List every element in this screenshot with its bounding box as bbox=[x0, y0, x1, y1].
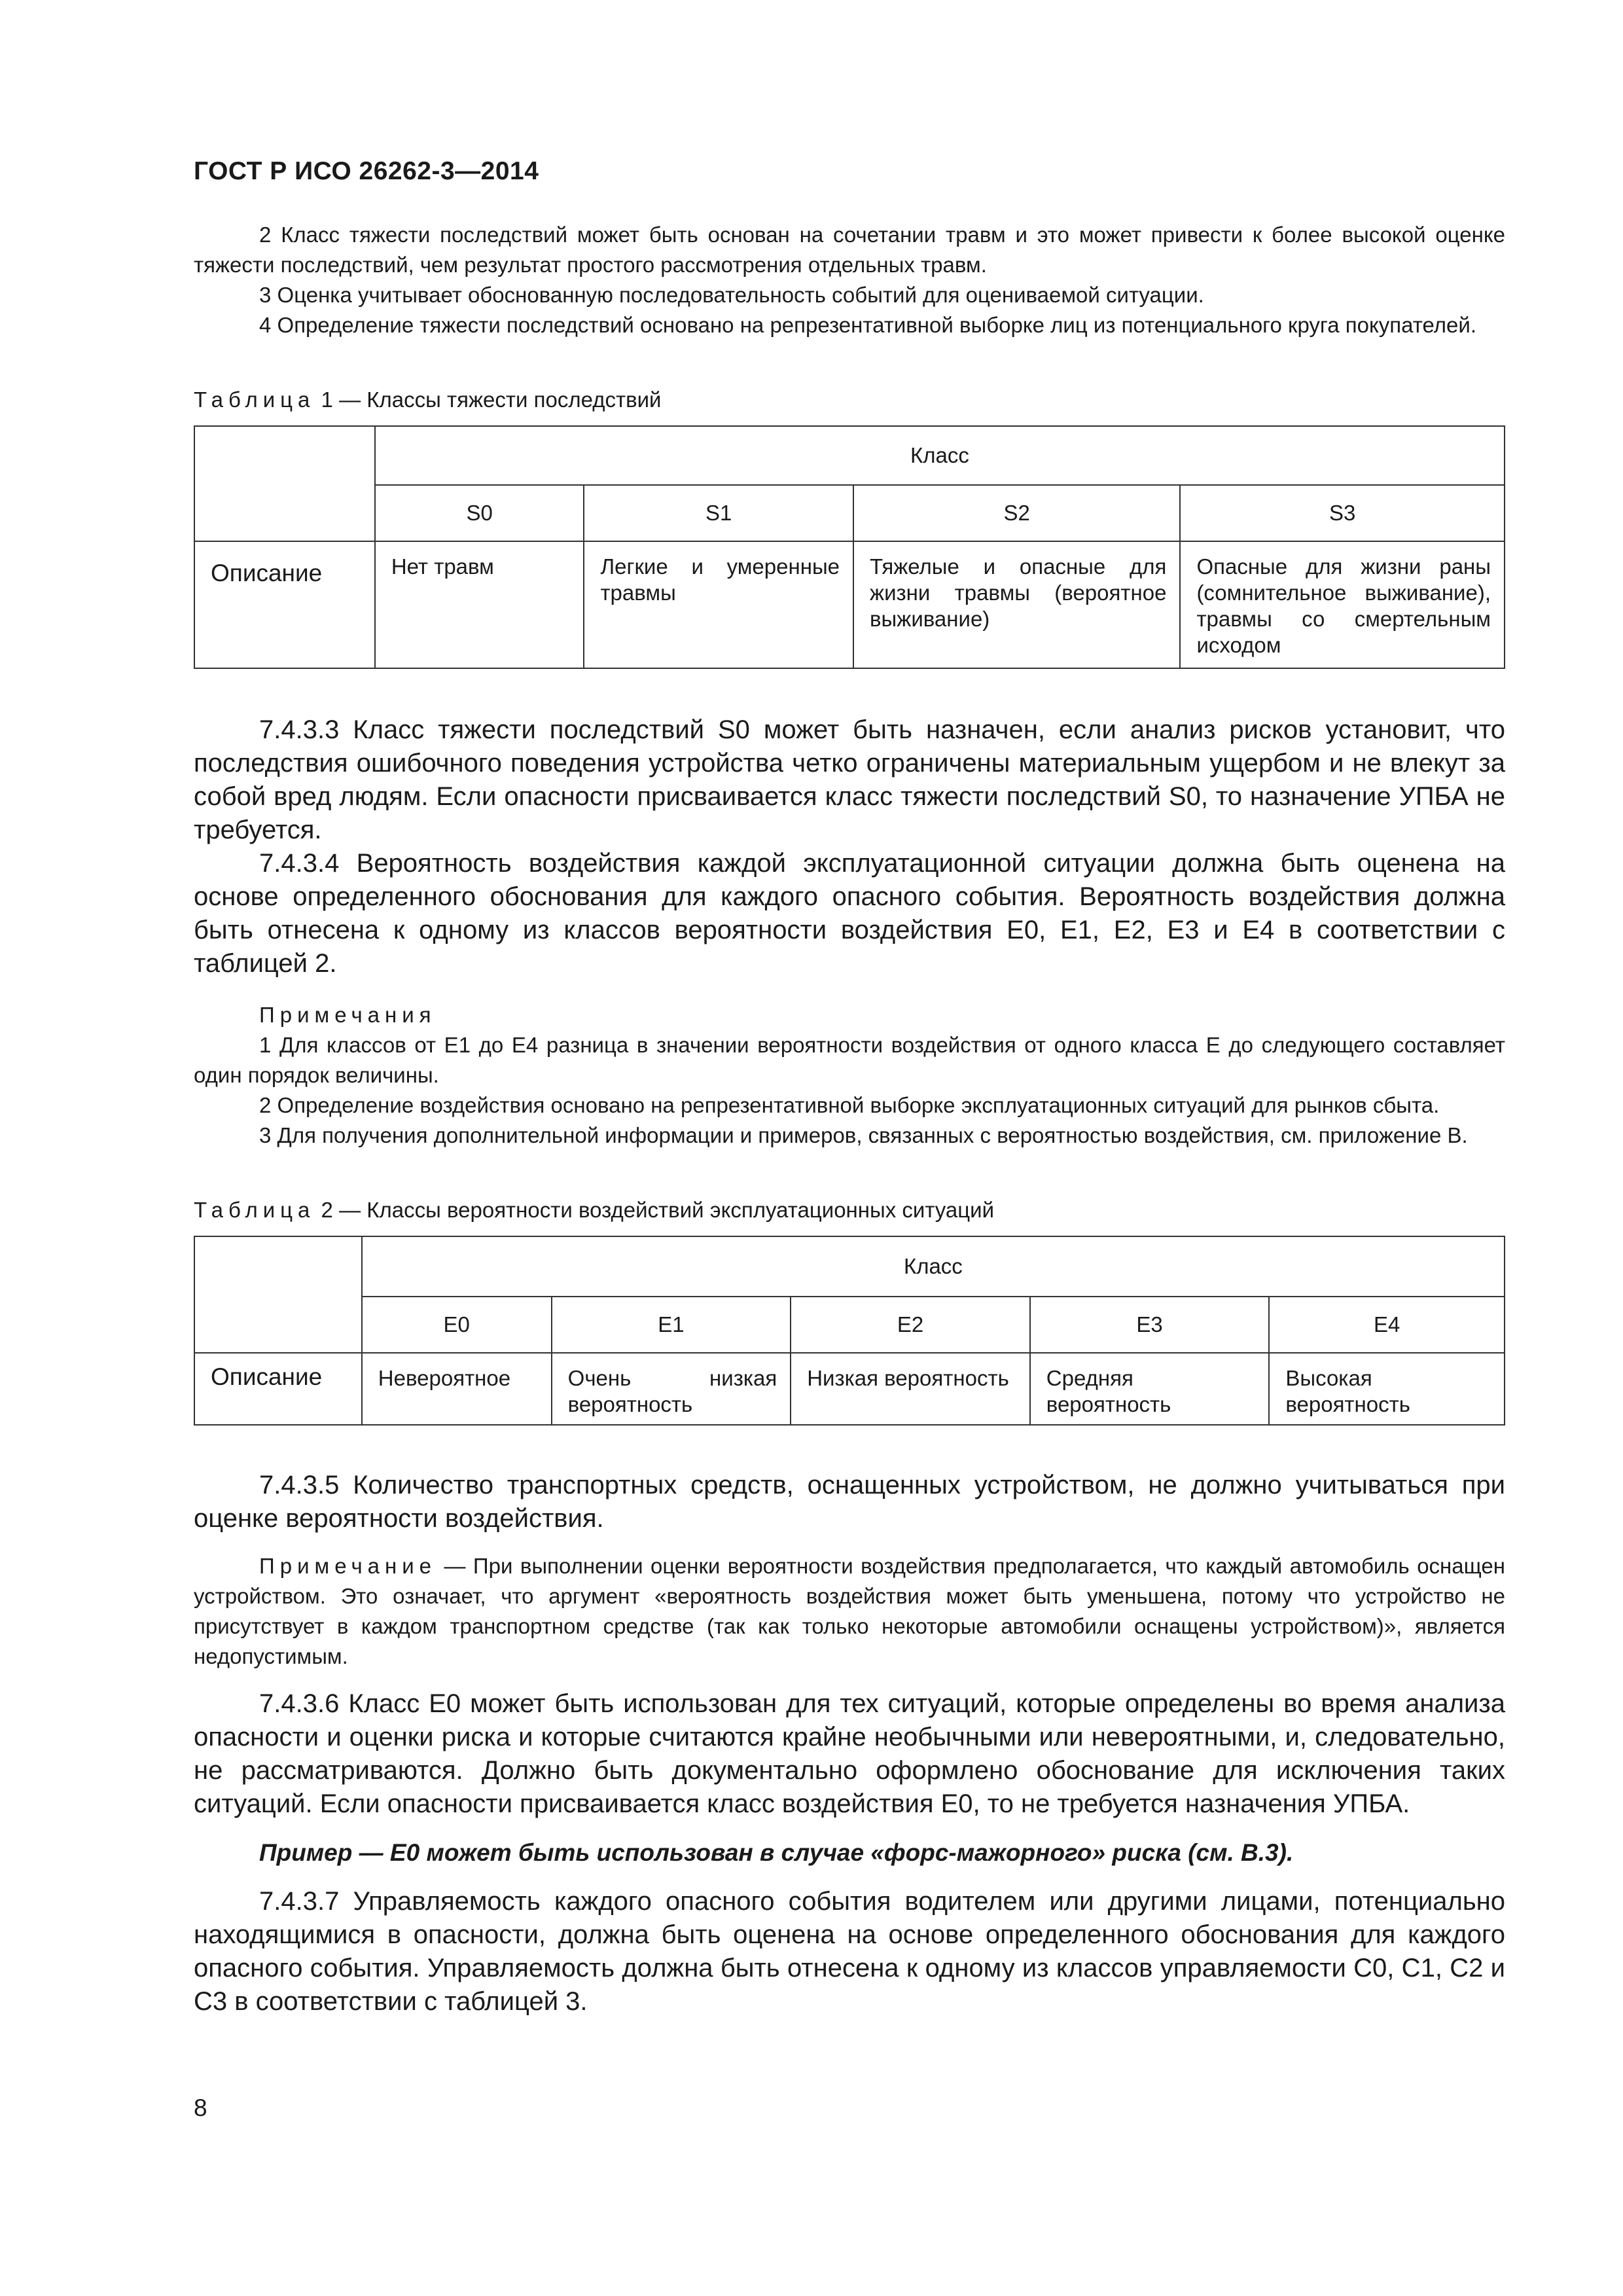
document-header: ГОСТ Р ИСО 26262-3—2014 bbox=[194, 157, 539, 185]
note-mid-3: 3 Для получения дополнительной информации и примеров, связанных с вероятностью воздействия, см. приложение B. bbox=[259, 1123, 1468, 1147]
table2-row-label: Описание bbox=[194, 1353, 362, 1425]
table1-class-s0: S0 bbox=[375, 485, 584, 541]
note-top-2: 2 Класс тяжести последствий может быть основан на сочетании травм и это может привести к более высокой оценке тяжести последствий, чем результат простого рассмотрения отдельных травм. bbox=[194, 223, 1505, 277]
table2-class-e1: E1 bbox=[552, 1297, 791, 1353]
table2-desc-e0: Невероятное bbox=[362, 1353, 552, 1425]
table2-class-header: Класс bbox=[362, 1236, 1505, 1297]
table1-caption-text: 1 — Классы тяжести последствий bbox=[315, 387, 662, 412]
table2-class-e4: E4 bbox=[1269, 1297, 1505, 1353]
exposure-table bbox=[194, 1236, 1505, 1426]
table1-class-s2: S2 bbox=[853, 485, 1180, 541]
document-page bbox=[194, 157, 1505, 2018]
severity-table bbox=[194, 425, 1505, 669]
table2-caption bbox=[194, 1198, 1505, 1223]
example-e0: Пример — E0 может быть использован в случае «форс-мажорного» риска (см. B.3). bbox=[259, 1839, 1294, 1866]
para-7-4-3-5: 7.4.3.5 Количество транспортных средств, оснащенных устройством, не должно учитываться при оценке вероятности воздействия. bbox=[194, 1471, 1505, 1533]
table1-row-label: Описание bbox=[194, 541, 375, 668]
table2-class-e3: E3 bbox=[1030, 1297, 1270, 1353]
page-number: 8 bbox=[194, 2094, 207, 2121]
table1-desc-s1: Легкие и умеренные травмы bbox=[584, 541, 853, 668]
table2-caption-word: Таблица bbox=[194, 1198, 315, 1222]
note-top-4: 4 Определение тяжести последствий основано на репрезентативной выборке лиц из потенциального круга покупателей. bbox=[259, 313, 1477, 337]
table2-desc-e4: Высокая вероятность bbox=[1269, 1353, 1505, 1425]
table2-class-e0: E0 bbox=[362, 1297, 552, 1353]
table1-class-s1: S1 bbox=[584, 485, 853, 541]
table1-caption bbox=[194, 387, 1505, 412]
para-7-4-3-6: 7.4.3.6 Класс E0 может быть использован для тех ситуаций, которые определены во время анализа опасности и оценки риска и которые считаются крайне необычными или невероятными, и, следовательно, не рассматриваются. Должно быть документально оформлено обоснование для исключения таких ситуаций. Если опасности присваивается класс воздействия E0, то не требуется назначения УПБА. bbox=[194, 1689, 1505, 1818]
table2-desc-e2: Низкая вероятность bbox=[791, 1353, 1030, 1425]
para-7-4-3-4: 7.4.3.4 Вероятность воздействия каждой эксплуатационной ситуации должна быть оценена на основе определенного обоснования для каждого опасного события. Вероятность воздействия должна быть отнесена к одному из классов вероятности воздействия E0, E1, E2, E3 и E4 в соответствии с таблицей 2. bbox=[194, 849, 1505, 978]
note-top-3: 3 Оценка учитывает обоснованную последовательность событий для оцениваемой ситуации. bbox=[259, 283, 1204, 307]
table1-desc-s0: Нет травм bbox=[375, 541, 584, 668]
para-7-4-3-3: 7.4.3.3 Класс тяжести последствий S0 может быть назначен, если анализ рисков установит, что последствия ошибочного поведения устройства четко ограничены материальным ущербом и не влекут за собой вред людям. Если опасности присваивается класс тяжести последствий S0, то назначение УПБА не требуется. bbox=[194, 715, 1505, 844]
notes-mid-title: Примечания bbox=[259, 1003, 437, 1027]
table1-caption-word: Таблица bbox=[194, 387, 315, 412]
table1-class-s3: S3 bbox=[1180, 485, 1505, 541]
table1-class-header: Класс bbox=[375, 426, 1505, 485]
note-single bbox=[194, 1551, 1505, 1672]
para-7-4-3-7: 7.4.3.7 Управляемость каждого опасного события водителем или другими лицами, потенциально находящимися в опасности, должна быть оценена на основе определенного обоснования для каждого опасного события. Управляемость должна быть отнесена к одному из классов управляемости C0, C1, C2 и C3 в соответствии с таблицей 3. bbox=[194, 1887, 1505, 2016]
table2-caption-text: 2 — Классы вероятности воздействий эксплуатационных ситуаций bbox=[315, 1198, 995, 1222]
table2-desc-e3: Средняя вероятность bbox=[1030, 1353, 1270, 1425]
table2-desc-e1: Очень низкая вероятность bbox=[552, 1353, 791, 1425]
table1-desc-s2: Тяжелые и опасные для жизни травмы (вероятное выживание) bbox=[853, 541, 1180, 668]
table2-corner-cell bbox=[194, 1236, 362, 1353]
table1-desc-s3: Опасные для жизни раны (сомнительное выживание), травмы со смертельным исходом bbox=[1180, 541, 1505, 668]
note-mid-1: 1 Для классов от E1 до E4 разница в значении вероятности воздействия от одного класса E до следующего составляет один порядок величины. bbox=[194, 1033, 1505, 1087]
table1-corner-cell bbox=[194, 426, 375, 541]
note-single-text: — При выполнении оценки вероятности воздействия предполагается, что каждый автомобиль оснащен устройством. Это означает, что аргумент «вероятность воздействия может быть уменьшена, потому что устройство не присутствует в каждом транспортном средстве (так как только некоторые автомобили оснащены устройством)», является недопустимым. bbox=[194, 1554, 1505, 1668]
table2-class-e2: E2 bbox=[791, 1297, 1030, 1353]
note-single-word: Примечание bbox=[259, 1554, 437, 1578]
note-mid-2: 2 Определение воздействия основано на репрезентативной выборке эксплуатационных ситуаций для рынков сбыта. bbox=[259, 1093, 1440, 1117]
